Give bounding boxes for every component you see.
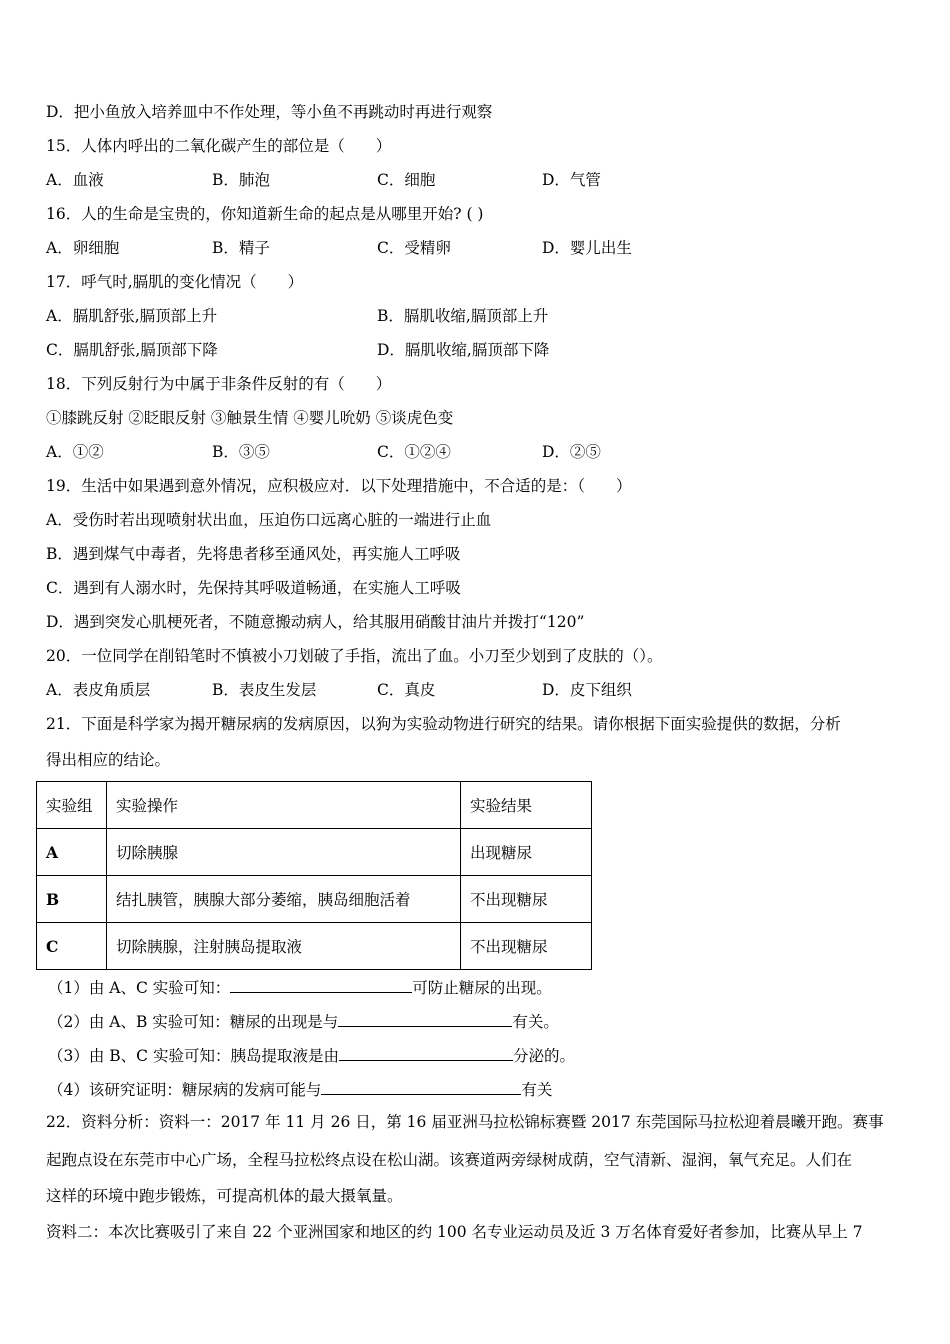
table-header-cell: 实验操作 [107,782,461,829]
q16-option-c: C．受精卵 [377,239,451,257]
table-cell: 不出现糖尿 [461,923,592,970]
table-cell: 出现糖尿 [461,829,592,876]
experiment-table [36,781,592,970]
q16-stem: 16．人的生命是宝贵的，你知道新生命的起点是从哪里开始? ( ) [46,205,484,223]
answer-blank-1[interactable] [230,976,412,993]
q19-stem: 19．生活中如果遇到意外情况，应积极应对．以下处理措施中，不合适的是：（ ） [46,477,632,495]
q17-option-b: B．膈肌收缩,膈顶部上升 [377,307,549,325]
q17-stem: 17．呼气时,膈肌的变化情况（ ） [46,273,304,291]
table-row [37,876,592,923]
q22-line-1: 22．资料分析：资料一：2017 年 11 月 26 日，第 16 届亚洲马拉松锦标赛暨 2017 东莞国际马拉松迎着晨曦开跑。赛事 [46,1113,884,1131]
q21-sub-2 [48,1010,559,1032]
q15-option-d: D．气管 [542,171,601,189]
q18-option-d: D．②⑤ [542,443,601,461]
answer-blank-2[interactable] [338,1010,512,1027]
q21-sub-3-prefix: （3）由 B、C 实验可知：胰岛提取液是由 [48,1047,339,1065]
q20-option-c: C．真皮 [377,681,436,699]
table-header-row [37,782,592,829]
table-row [37,829,592,876]
table-cell: 不出现糖尿 [461,876,592,923]
table-cell: 切除胰腺 [107,829,461,876]
q21-stem-line-2: 得出相应的结论。 [46,751,171,769]
q16-option-d: D．婴儿出生 [542,239,632,257]
q15-option-b: B．肺泡 [212,171,270,189]
q15-option-a: A．血液 [46,171,104,189]
q21-sub-2-prefix: （2）由 A、B 实验可知：糖尿的出现是与 [48,1013,339,1031]
q17-option-d: D．膈肌收缩,膈顶部下降 [377,341,550,359]
table-cell: C [37,923,107,970]
q21-sub-4-suffix: 有关 [521,1081,553,1099]
q20-stem: 20．一位同学在削铅笔时不慎被小刀划破了手指，流出了血。小刀至少划到了皮肤的（）。 [46,647,663,665]
q14-option-d: D．把小鱼放入培养皿中不作处理，等小鱼不再跳动时再进行观察 [46,103,493,121]
q21-stem-line-1: 21．下面是科学家为揭开糖尿病的发病原因，以狗为实验动物进行研究的结果。请你根据下面实验提供的数据，分析 [46,715,841,733]
table-cell: B [37,876,107,923]
q22-line-2: 起跑点设在东莞市中心广场，全程马拉松终点设在松山湖。该赛道两旁绿树成荫，空气清新、湿润，氧气充足。人们在 [46,1151,853,1169]
q22-line-4: 资料二：本次比赛吸引了来自 22 个亚洲国家和地区的约 100 名专业运动员及近 3 万名体育爱好者参加，比赛从早上 7 [46,1223,863,1241]
q18-option-b: B．③⑤ [212,443,270,461]
q19-option-b: B．遇到煤气中毒者，先将患者移至通风处，再实施人工呼吸 [46,545,461,563]
q21-sub-2-suffix: 有关。 [512,1013,559,1031]
q17-option-a: A．膈肌舒张,膈顶部上升 [46,307,218,325]
q17-option-c: C．膈肌舒张,膈顶部下降 [46,341,218,359]
table-cell: 结扎胰管，胰腺大部分萎缩，胰岛细胞活着 [107,876,461,923]
q21-sub-1-prefix: （1）由 A、C 实验可知： [48,979,231,997]
q21-sub-3-suffix: 分泌的。 [512,1047,575,1065]
answer-blank-3[interactable] [339,1044,513,1061]
q21-sub-4-prefix: （4）该研究证明：糖尿病的发病可能与 [48,1081,322,1099]
table-cell: A [37,829,107,876]
q15-option-c: C．细胞 [377,171,436,189]
q21-sub-1 [48,976,552,998]
table-cell: 切除胰腺，注射胰岛提取液 [107,923,461,970]
q19-option-d: D．遇到突发心肌梗死者，不随意搬动病人，给其服用硝酸甘油片并拨打“120” [46,613,585,631]
q16-option-a: A．卵细胞 [46,239,120,257]
q19-option-c: C．遇到有人溺水时，先保持其呼吸道畅通，在实施人工呼吸 [46,579,461,597]
table-row [37,923,592,970]
q18-items: ①膝跳反射 ②眨眼反射 ③触景生情 ④婴儿吮奶 ⑤谈虎色变 [46,409,454,427]
table-header-cell: 实验结果 [461,782,592,829]
q20-option-b: B．表皮生发层 [212,681,317,699]
q18-option-c: C．①②④ [377,443,451,461]
q18-option-a: A．①② [46,443,104,461]
q20-option-d: D．皮下组织 [542,681,632,699]
q16-option-b: B．精子 [212,239,270,257]
answer-blank-4[interactable] [321,1078,521,1095]
q20-option-a: A．表皮角质层 [46,681,151,699]
table-header-cell: 实验组 [37,782,107,829]
q21-sub-3 [48,1044,575,1066]
q18-stem: 18．下列反射行为中属于非条件反射的有（ ） [46,375,392,393]
q21-sub-4 [48,1078,552,1100]
q19-option-a: A．受伤时若出现喷射状出血，压迫伤口远离心脏的一端进行止血 [46,511,492,529]
q15-stem: 15．人体内呼出的二氧化碳产生的部位是（ ） [46,137,392,155]
q21-sub-1-suffix: 可防止糖尿的出现。 [412,979,552,997]
q22-line-3: 这样的环境中跑步锻炼，可提高机体的最大摄氧量。 [46,1187,403,1205]
